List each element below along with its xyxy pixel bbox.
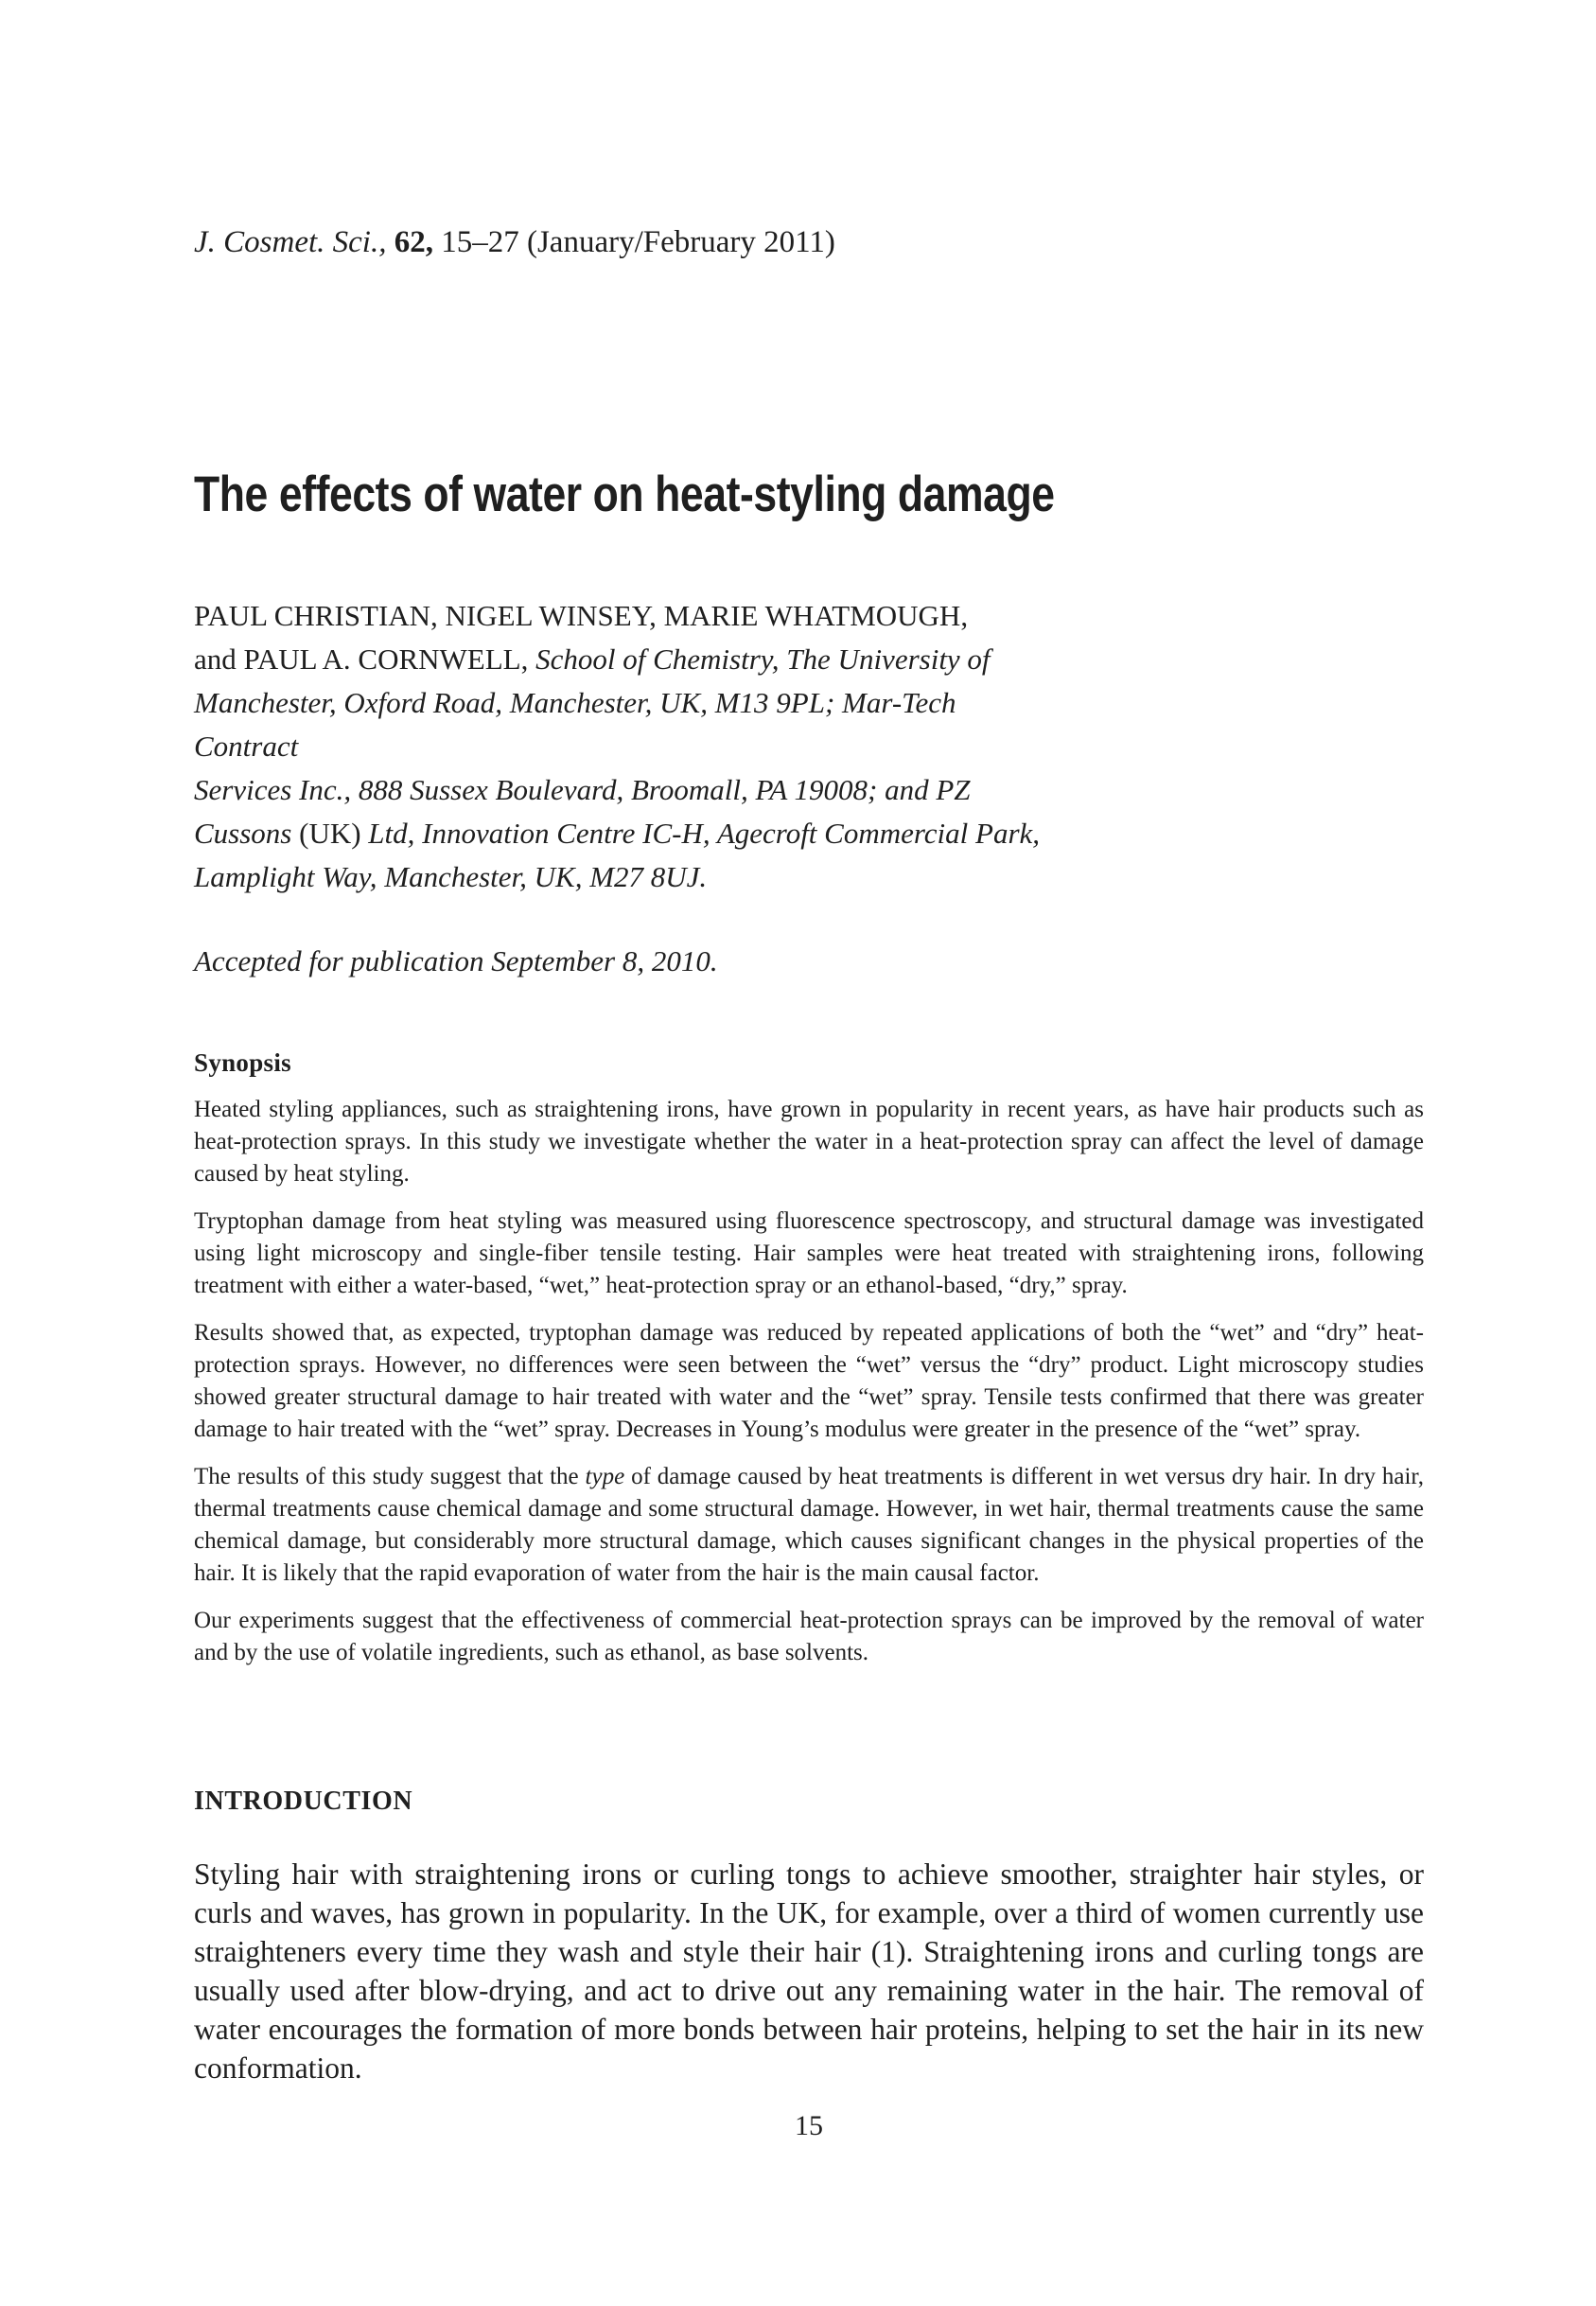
synopsis-paragraph-4-text: of damage caused by heat treatments is different in wet versus dry hair. In dry hair, thermal treatments cause chemical damage and some structural damage. However, in wet hair, thermal treatments cause the same chemical damage, but considerably more structural damage, which causes significant changes in the physical properties of the hair. It is likely that the rapid evaporation of water from the hair is the main causal factor. xyxy=(194,1464,1425,1586)
introduction-heading: INTRODUCTION xyxy=(194,1787,413,1816)
author-line-5 xyxy=(194,812,1045,855)
affiliation-text: Cussons xyxy=(194,817,300,850)
affiliation-text: Services Inc., 888 Sussex Boulevard, Broomall, PA 19008; and PZ xyxy=(194,773,971,806)
affiliation-text: School of Chemistry, The University of xyxy=(535,643,991,676)
author-names-continued: and PAUL A. CORNWELL, xyxy=(194,643,536,676)
introduction-paragraph: Styling hair with straightening irons or curling tongs to achieve smoother, straighter hair styles, or curls and waves, has grown in popularity. In the UK, for example, over a third of women currently use straighteners every time they wash and style their hair (1). Straightening irons and curling tongs are usually used after blow-drying, and act to drive out any remaining water in the hair. The removal of water encourages the formation of more bonds between hair proteins, helping to set the hair in its new conformation. xyxy=(194,1857,1424,2085)
volume-number: 62, xyxy=(394,225,442,259)
synopsis-paragraph-2: Tryptophan damage from heat styling was measured using fluorescence spectroscopy, and structural damage was investigated using light microscopy and single-fiber tensile testing. Hair samples were heat treated with straightening irons, following treatment with either a water-based, “wet,” heat-protection spray or an ethanol-based, “dry,” spray. xyxy=(194,1208,1424,1298)
accepted-date-note: Accepted for publication September 8, 2010. xyxy=(194,944,718,977)
pages-and-issue: 15–27 (January/February 2011) xyxy=(441,225,835,259)
author-names: PAUL CHRISTIAN, NIGEL WINSEY, MARIE WHATMOUGH, xyxy=(194,599,969,632)
synopsis-section xyxy=(194,1047,1424,1669)
synopsis-paragraph-5: Our experiments suggest that the effectiveness of commercial heat-protection sprays can be improved by the removal of water and by the use of volatile ingredients, such as ethanol, as base solvents. xyxy=(194,1608,1424,1665)
page-number: 15 xyxy=(795,2110,823,2141)
journal-name: J. Cosmet. Sci., xyxy=(194,225,395,259)
author-line-3 xyxy=(194,681,1045,768)
synopsis-paragraph-3: Results showed that, as expected, tryptophan damage was reduced by repeated applications of both the “wet” and “dry” heat-protection sprays. However, no differences were seen between the “wet” versus the “dry” product. Light microscopy studies showed greater structural damage to hair treated with water and the “wet” spray. Tensile tests confirmed that there was greater damage to hair treated with the “wet” spray. Decreases in Young’s modulus were greater in the presence of the “wet” spray. xyxy=(194,1320,1424,1442)
affiliation-text-roman: (UK) xyxy=(299,817,361,850)
synopsis-heading: Synopsis xyxy=(194,1048,291,1077)
affiliation-text: Lamplight Way, Manchester, UK, M27 8UJ. xyxy=(194,860,708,893)
synopsis-paragraph-4 xyxy=(194,1461,1424,1590)
author-line-1 xyxy=(194,594,1045,638)
author-line-4 xyxy=(194,768,1045,812)
author-line-2 xyxy=(194,638,1045,681)
author-line-6 xyxy=(194,855,1045,899)
affiliation-text: Manchester, Oxford Road, Manchester, UK, M13 9PL; Mar-Tech Contract xyxy=(194,686,956,763)
introduction-section xyxy=(194,1785,1424,2087)
article-title xyxy=(194,467,1424,522)
journal-reference xyxy=(194,0,1424,261)
affiliation-text: Ltd, Innovation Centre IC-H, Agecroft Commercial Park, xyxy=(360,817,1041,850)
synopsis-paragraph-4-emphasis: type xyxy=(585,1464,625,1489)
synopsis-paragraph-1: Heated styling appliances, such as straightening irons, have grown in popularity in recent years, as have hair products such as heat-protection sprays. In this study we investigate whether the water in a heat-protection spray can affect the level of damage caused by heat styling. xyxy=(194,1097,1424,1187)
article-title-text: The effects of water on heat-styling damage xyxy=(194,466,1055,522)
synopsis-paragraph-4-text: The results of this study suggest that the xyxy=(194,1464,586,1489)
author-affiliation-block xyxy=(194,594,1045,899)
